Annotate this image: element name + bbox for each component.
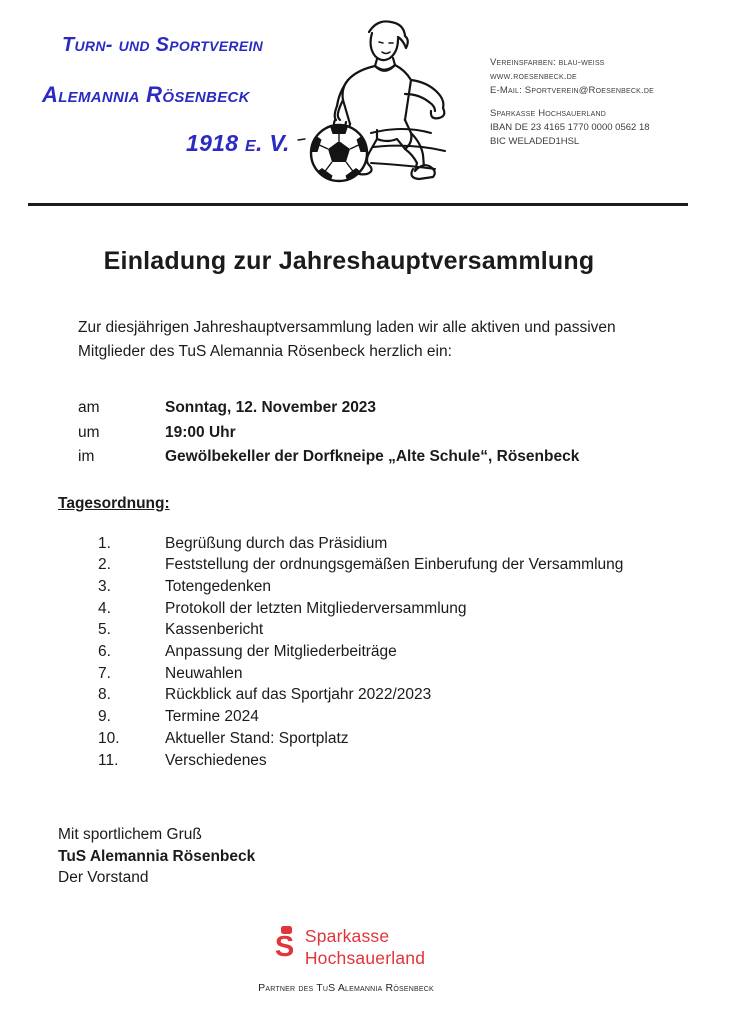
club-founding-year: 1918 e. V. [186, 130, 290, 156]
agenda-item-text: Totengedenken [165, 577, 272, 595]
agenda-item-text: Feststellung der ordnungsgemäßen Einberufung der Versammlung [165, 556, 624, 574]
club-contact-block [490, 56, 654, 149]
agenda-item-number: 8. [98, 686, 111, 704]
sparkasse-name: Sparkasse [304, 925, 390, 946]
club-name-line2: Alemannia Rösenbeck [42, 82, 250, 107]
agenda-item-number: 1. [98, 534, 111, 552]
agenda-item-number: 6. [98, 643, 111, 661]
partner-note: Partner des TuS Alemannia Rösenbeck [258, 981, 434, 994]
agenda-item [0, 554, 730, 576]
agenda-item [0, 663, 730, 685]
closing-club-name: TuS Alemannia Rösenbeck [58, 847, 256, 865]
detail-row-time [78, 421, 730, 446]
bank-name-line: Sparkasse Hochsauerland [490, 108, 606, 119]
sparkasse-s-glyph: S [274, 930, 295, 963]
agenda-item [0, 728, 730, 750]
agenda-item-number: 5. [98, 621, 111, 639]
agenda-item [0, 684, 730, 706]
closing-block [58, 824, 730, 889]
club-colors-line: Vereinsfarben: blau-weiß [490, 57, 605, 68]
bank-bic-line: BIC WELADED1HSL [490, 136, 580, 147]
bank-details-block [490, 107, 654, 149]
agenda-item-number: 4. [98, 599, 111, 617]
detail-label: am [78, 399, 100, 416]
agenda-item-text: Aktueller Stand: Sportplatz [165, 729, 349, 747]
sparkasse-logo [275, 925, 425, 969]
closing-greeting: Mit sportlichem Gruß [58, 826, 202, 844]
detail-value-time: 19:00 Uhr [165, 423, 236, 441]
intro-paragraph: Zur diesjährigen Jahreshauptversammlung laden wir alle aktiven und passiven Mitglieder des TuS Alemannia Rösenbeck herzlich ein: [78, 319, 616, 360]
detail-value-date: Sonntag, 12. November 2023 [165, 399, 377, 416]
sparkasse-region: Hochsauerland [304, 947, 426, 968]
agenda-item [0, 533, 730, 555]
agenda-item-text: Neuwahlen [165, 664, 243, 682]
agenda-item-text: Termine 2024 [165, 708, 259, 726]
agenda-item [0, 641, 730, 663]
agenda-item-number: 10. [98, 729, 120, 747]
agenda-item-number: 11. [98, 751, 119, 769]
soccer-player-illustration [293, 16, 473, 193]
detail-row-date [78, 396, 730, 421]
closing-signature: Der Vorstand [58, 869, 149, 887]
sparkasse-s-icon [275, 925, 297, 963]
header-divider [28, 203, 688, 206]
agenda-item-number: 3. [98, 577, 111, 595]
club-email-line: E-Mail: Sportverein@Roesenbeck.de [490, 85, 654, 96]
club-website-line: www.roesenbeck.de [490, 71, 577, 82]
agenda-item [0, 619, 730, 641]
detail-row-location [78, 445, 730, 470]
agenda-item-text: Kassenbericht [165, 621, 264, 639]
agenda-item-text: Verschiedenes [165, 751, 267, 769]
agenda-heading: Tagesordnung: [58, 494, 170, 512]
agenda-item-number: 7. [98, 664, 111, 682]
page-title: Einladung zur Jahreshauptversammlung [103, 247, 595, 275]
club-name-line1: Turn- und Sportverein [62, 34, 264, 56]
letterhead [0, 0, 730, 205]
soccer-player-icon [293, 16, 473, 188]
agenda-item [0, 598, 730, 620]
agenda-item-number: 9. [98, 708, 111, 726]
agenda-item-text: Protokoll der letzten Mitgliederversammlung [165, 599, 467, 617]
agenda-item-text: Begrüßung durch das Präsidium [165, 534, 388, 552]
detail-value-location: Gewölbekeller der Dorfkneipe „Alte Schule“, Rösenbeck [165, 448, 580, 465]
agenda-item-number: 2. [98, 556, 111, 574]
agenda-list [0, 533, 730, 772]
agenda-item [0, 750, 730, 772]
detail-label: um [78, 423, 100, 441]
agenda-item [0, 706, 730, 728]
detail-label: im [78, 448, 95, 465]
agenda-item [0, 576, 730, 598]
bank-iban-line: IBAN DE 23 4165 1770 0000 0562 18 [490, 122, 650, 133]
agenda-item-text: Anpassung der Mitgliederbeiträge [165, 643, 397, 661]
agenda-item-text: Rückblick auf das Sportjahr 2022/2023 [165, 686, 432, 704]
sparkasse-wordmark [305, 925, 425, 969]
meeting-details [78, 396, 730, 470]
